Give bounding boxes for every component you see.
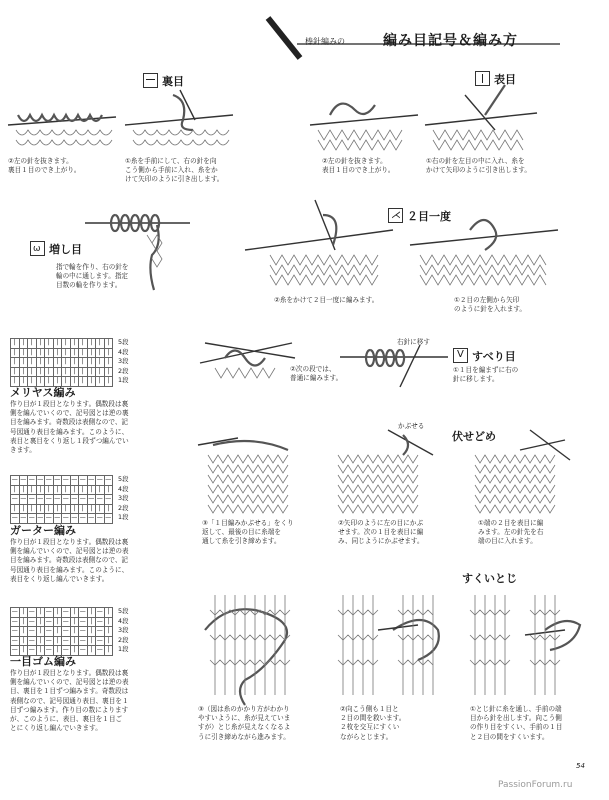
slip-caption-1: ①１目を編まずに右の 針に移します。 <box>453 366 519 384</box>
header-sub: 棒針編みの <box>305 37 345 46</box>
slip-move-label: 右針に移す <box>397 338 430 346</box>
watermark: PassionForum.ru <box>498 780 573 790</box>
rib-title: 一目ゴム編み <box>10 655 76 668</box>
graft-step2-illustration <box>333 590 443 700</box>
garter-row-labels: 5段 4段 3段 2段 1段 <box>118 475 129 521</box>
knit-step1-illustration <box>425 85 540 150</box>
garter-chart: — — — — — — — — — — — — | | | | | | | | | | | | — — — — — — — — — — — — | | | | | | | | | | | | — — — — — — — — — — — — <box>11 476 112 522</box>
graft-caption-1: ①とじ針に糸を通し、手前の端 目から針を出します。向こう側 の作り目をすくい、手前の１目 と２目の間をすくいます。 <box>470 705 563 741</box>
slip-caption-2: ②次の段では、 普通に編みます。 <box>290 365 343 383</box>
stockinette-title: メリヤス編み <box>10 386 76 399</box>
knit-symbol-icon <box>475 71 490 86</box>
k2tog-caption-2: ②糸をかけて２目一度に編みます。 <box>274 296 379 304</box>
slip-step2-illustration <box>200 328 295 388</box>
bindoff-step1-illustration <box>470 430 570 515</box>
purl-caption-1: ①糸を手前にして、右の針を向 こう側から手前に入れ、糸をか けて矢印のように引き出します。 <box>125 157 224 184</box>
graft-title: すくいとじ <box>462 572 517 585</box>
knit-caption-1: ①右の針を左目の中に入れ、糸を かけて矢印のように引き出します。 <box>426 157 531 175</box>
stockinette-chart: | | | | | | | | | | | | | | | | | | | | | | | | | | | | | | | | | | | | | | | | | | | | | | | | | | | | | | | | | | | | <box>10 338 113 387</box>
caston-title: 増し目 <box>49 243 82 256</box>
caston-symbol-icon: ω <box>30 241 45 256</box>
page-title: 編み目記号＆編み方 <box>383 33 518 49</box>
bindoff-caption-3: ③「１目編みかぶせる」をくり 返して、最後の目に糸端を 通して糸を引き締めます。 <box>202 519 294 546</box>
slip-step1-illustration <box>340 345 450 390</box>
page-number: 54 <box>576 762 585 770</box>
bindoff-step3-illustration <box>198 430 298 515</box>
garter-body: 作り目が１段目となります。偶数段は裏 側を編んでいくので、記号図とは逆の表 目を編みます。奇数段は表側なので、記 号図通り表目を編みます。このように、 表目をくり返し編んでいきます。 <box>10 538 129 583</box>
knit-caption-2: ②左の針を抜きます。 表目１目のでき上がり。 <box>322 157 395 175</box>
rib-body: 作り目が１段目となります。偶数段は裏 側を編んでいくので、記号図とは逆の表 目、裏目を１目ずつ編みます。奇数段は 表側なので、記号図通り表目、裏目を１ 目ずつ編みます。作り目の数によります が、このように、表目、裏目を１目ご とにくり返し編んでいきます。 <box>10 669 129 733</box>
k2tog-step1-illustration <box>410 200 560 290</box>
k2tog-symbol-icon: ⋌ <box>388 208 403 223</box>
purl-caption-2: ②左の針を抜きます。 裏目１目のでき上がり。 <box>8 157 81 175</box>
caston-caption: 指で輪を作り、右の針を 輪の中に通します。指定 目数の輪を作ります。 <box>56 263 129 290</box>
garter-title: ガーター編み <box>10 524 76 537</box>
bindoff-title: 伏せどめ <box>452 430 496 443</box>
slip-heading <box>453 345 516 364</box>
graft-caption-2: ②向こう側も１目と ２目の間を救います。 ２枚を交互にすくい ながらとじます。 <box>340 705 406 741</box>
slip-symbol-icon: V <box>453 348 468 363</box>
slip-title: すべり目 <box>472 350 516 363</box>
purl-heading <box>143 70 184 89</box>
bindoff-step2-illustration <box>333 430 433 515</box>
purl-symbol-icon <box>143 73 158 88</box>
purl-title: 裏目 <box>162 75 184 88</box>
purl-step1-illustration <box>125 90 235 150</box>
bindoff-caption-2: ②矢印のように左の目にかぶ せます。次の１目を表目に編 み、同じようにかぶせます。 <box>338 519 424 546</box>
graft-caption-3: ③（図は糸のかかり方がわかり やすいように、糸が見えていま すが）とじ糸が見えなくなるよ うに引き締めながら進みます。 <box>198 705 291 741</box>
knit-title: 表目 <box>494 73 516 86</box>
bindoff-kabuseru-label: かぶせる <box>398 422 425 430</box>
graft-step3-illustration <box>195 590 305 700</box>
k2tog-title: ２目一度 <box>407 210 451 223</box>
rib-row-labels: 5段 4段 3段 2段 1段 <box>118 607 129 653</box>
graft-step1-illustration <box>465 590 585 700</box>
purl-step2-illustration <box>8 95 118 150</box>
k2tog-step2-illustration <box>245 200 395 290</box>
bindoff-caption-1: ①端の２目を表目に編 みます。左の針先を右 端の目に入れます。 <box>478 519 544 546</box>
knit-step2-illustration <box>310 90 420 150</box>
rib-chart: — | — | — | — | — | — | — | — | — | — | — | — | — | — | — | — | — | — | — | — | — | — | — | — | — | — | — | — | — | — | <box>10 607 113 656</box>
k2tog-caption-1: ①２目の左側から矢印 のように針を入れます。 <box>454 296 527 314</box>
caston-heading <box>30 238 82 257</box>
stockinette-body: 作り目が１段目となります。偶数段は裏 側を編んでいくので、記号図とは逆の裏 目を編みます。奇数段は表側なので、記 号図通り表目を編みます。このように、 表目と裏目をくり返し１段ずつ編んでい きます。 <box>10 400 129 455</box>
stockinette-row-labels: 5段 4段 3段 2段 1段 <box>118 338 129 384</box>
